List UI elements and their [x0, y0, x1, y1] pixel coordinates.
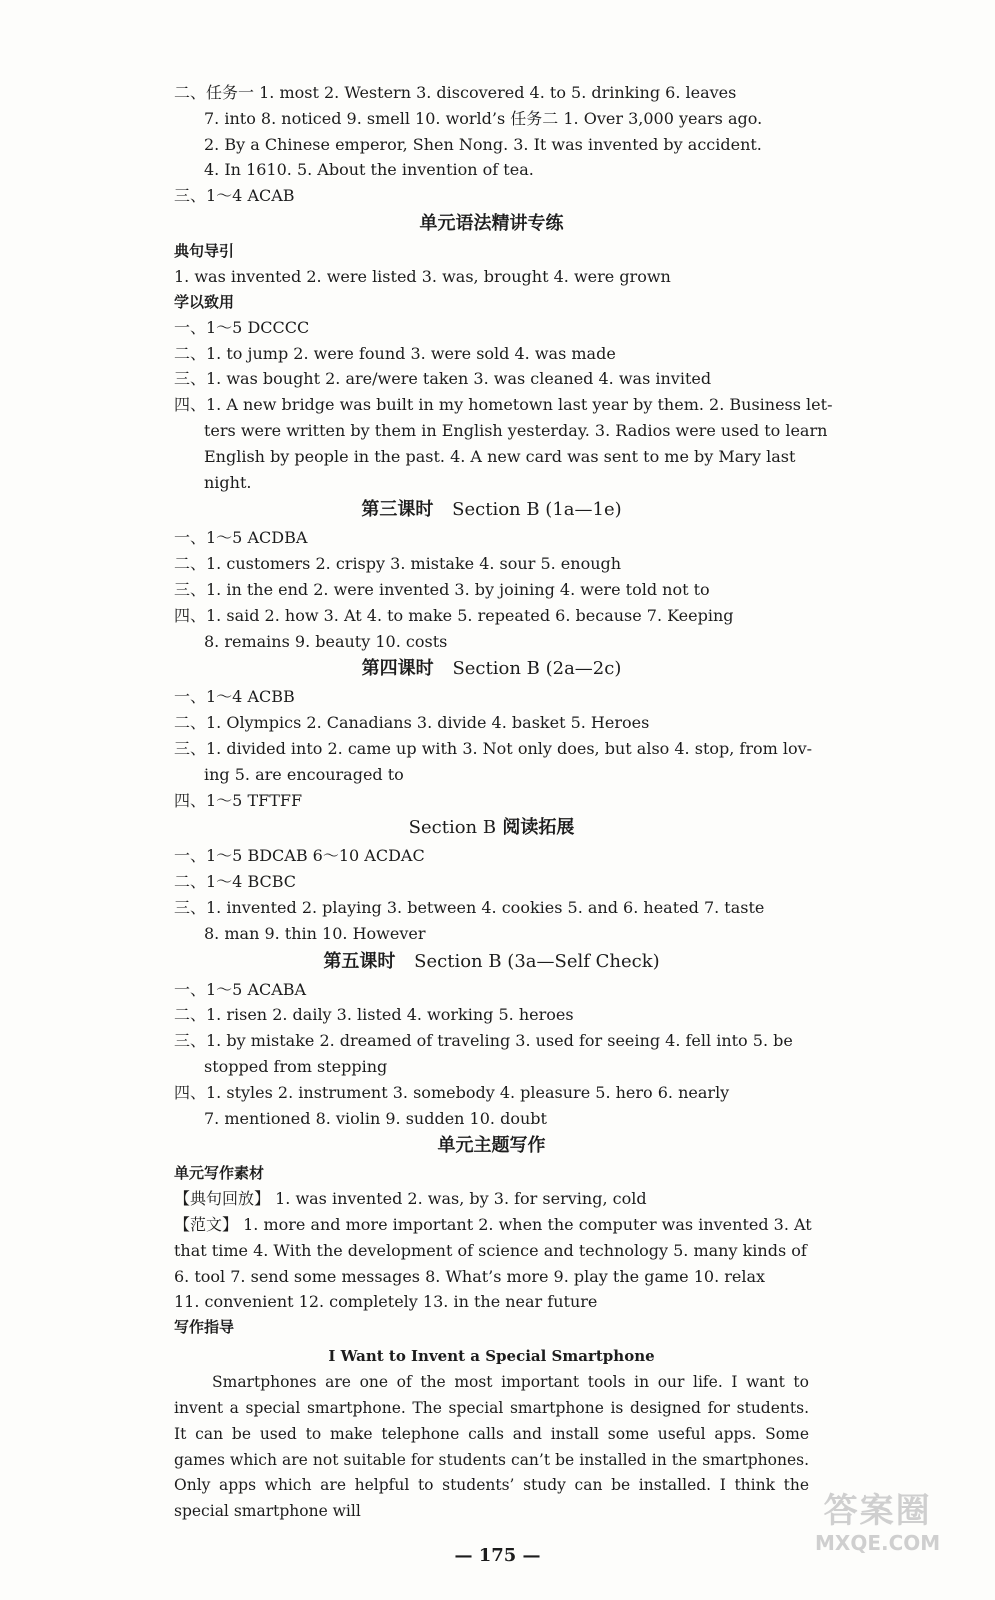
answer-line: 7. mentioned 8. violin 9. sudden 10. doubt — [204, 1108, 547, 1128]
answer-line: 一、1～5 ACABA — [174, 979, 307, 999]
lesson3-heading-cn: 第三课时 — [361, 499, 434, 521]
answer-line: 6. tool 7. send some messages 8. What’s more 9. play the game 10. relax — [174, 1266, 766, 1286]
answer-line: 8. man 9. thin 10. However — [204, 923, 426, 943]
typical-sentences-answers: 1. was invented 2. were listed 3. was, brought 4. were grown — [174, 266, 671, 286]
answer-line: 三、1. by mistake 2. dreamed of traveling 3. used for seeing 4. fell into 5. be — [174, 1031, 793, 1051]
grammar-section-heading: 单元语法精讲专练 — [419, 212, 564, 234]
answer-line: 8. remains 9. beauty 10. costs — [204, 631, 448, 651]
answer-line: 二、1. risen 2. daily 3. listed 4. working 5. heroes — [174, 1005, 574, 1025]
answer-line: English by people in the past. 4. A new card was sent to me by Mary last — [204, 446, 796, 466]
site-watermark — [815, 1491, 941, 1559]
answer-line: 二、1～4 BCBC — [174, 872, 297, 892]
essay-title: I Want to Invent a Special Smartphone — [328, 1347, 655, 1366]
answer-line: 四、1. styles 2. instrument 3. somebody 4. pleasure 5. hero 6. nearly — [174, 1082, 730, 1102]
answer-line: 二、1. Olympics 2. Canadians 3. divide 4. basket 5. Heroes — [174, 713, 650, 733]
lesson5-heading-cn: 第五课时 — [323, 950, 396, 972]
lesson5-heading — [174, 947, 809, 977]
essay-text: Smartphones are one of the most important tools in our life. I want to invent a special smartphone. The special smartphone is designed for students. It can be used to make telephone calls and install some useful apps. Some games which are not suitable for students can’t be installed in the smartphones. Only apps which are helpful to students’ study can be installed. I think the special smartphone will — [174, 1373, 809, 1521]
page-number: — 175 — — [454, 1545, 541, 1566]
lesson4-heading-cn: 第四课时 — [361, 658, 434, 680]
answer-line: ters were written by them in English yesterday. 3. Radios were used to learn — [204, 420, 828, 440]
answer-line: 三、1. invented 2. playing 3. between 4. cookies 5. and 6. heated 7. taste — [174, 897, 765, 917]
answer-line: 四、1～5 TFTFF — [174, 790, 303, 810]
answer-line: 4. In 1610. 5. About the invention of tea. — [204, 160, 534, 180]
answer-line: 三、1. in the end 2. were invented 3. by joining 4. were told not to — [174, 579, 710, 599]
task-answers-block — [174, 80, 809, 209]
grammar-answers-block — [174, 315, 833, 496]
writing-answers-block — [174, 1186, 812, 1315]
answer-line: stopped from stepping — [204, 1056, 388, 1076]
writing-material-subheading: 单元写作素材 — [174, 1164, 265, 1183]
answer-line: 【典句回放】 1. was invented 2. was, by 3. for serving, cold — [174, 1189, 647, 1209]
lesson4-heading-en: Section B (2a—2c) — [452, 658, 622, 680]
watermark-domain: MXQE.COM — [815, 1531, 941, 1555]
answer-line: that time 4. With the development of science and technology 5. many kinds of — [174, 1240, 807, 1260]
answer-line: 一、1～5 DCCCC — [174, 317, 310, 337]
practice-subheading: 学以致用 — [174, 292, 235, 311]
answer-line: 二、1. to jump 2. were found 3. were sold 4. was made — [174, 343, 616, 363]
answer-line: 二、1. customers 2. crispy 3. mistake 4. sour 5. enough — [174, 554, 622, 574]
reading-extension-heading — [174, 813, 809, 843]
lesson3-heading — [174, 495, 809, 525]
lesson5-answers-block — [174, 977, 809, 1132]
answer-line: 三、1～4 ACAB — [174, 186, 295, 206]
answer-line: 【范文】 1. more and more important 2. when the computer was invented 3. At — [174, 1215, 812, 1235]
lesson4-answers-block — [174, 684, 813, 813]
answer-line: 四、1. said 2. how 3. At 4. to make 5. repeated 6. because 7. Keeping — [174, 605, 734, 625]
writing-section-heading: 单元主题写作 — [437, 1135, 546, 1157]
answer-line: 二、任务一 1. most 2. Western 3. discovered 4. to 5. drinking 6. leaves — [174, 83, 737, 102]
typical-sentences-subheading: 典句导引 — [174, 241, 235, 260]
reading-heading-en: Section B — [408, 817, 497, 839]
answer-page — [174, 80, 833, 1525]
answer-line: 四、1. A new bridge was built in my hometown last year by them. 2. Business let- — [174, 395, 833, 415]
answer-line: 一、1～5 BDCAB 6～10 ACDAC — [174, 846, 425, 866]
lesson4-heading — [174, 654, 809, 684]
answer-line: 一、1～4 ACBB — [174, 687, 295, 707]
watermark-logo-text: 答案圈 — [823, 1491, 932, 1531]
answer-line: 三、1. divided into 2. came up with 3. Not only does, but also 4. stop, from lov- — [174, 738, 813, 758]
answer-line: night. — [204, 472, 252, 492]
essay-paragraph — [174, 1370, 809, 1525]
answer-line: 一、1～5 ACDBA — [174, 528, 308, 548]
lesson3-answers-block — [174, 525, 809, 654]
answer-line: 2. By a Chinese emperor, Shen Nong. 3. It was invented by accident. — [204, 134, 762, 154]
answer-line: 7. into 8. noticed 9. smell 10. world’s 任务二 1. Over 3,000 years ago. — [204, 108, 763, 128]
reading-heading-cn: 阅读拓展 — [502, 817, 575, 839]
answer-line: ing 5. are encouraged to — [204, 764, 404, 784]
writing-guide-subheading: 写作指导 — [174, 1318, 235, 1337]
answer-line: 11. convenient 12. completely 13. in the near future — [174, 1292, 598, 1312]
reading-answers-block — [174, 843, 809, 946]
lesson5-heading-en: Section B (3a—Self Check) — [414, 950, 660, 972]
lesson3-heading-en: Section B (1a—1e) — [452, 499, 622, 521]
answer-line: 三、1. was bought 2. are/were taken 3. was cleaned 4. was invited — [174, 369, 712, 389]
